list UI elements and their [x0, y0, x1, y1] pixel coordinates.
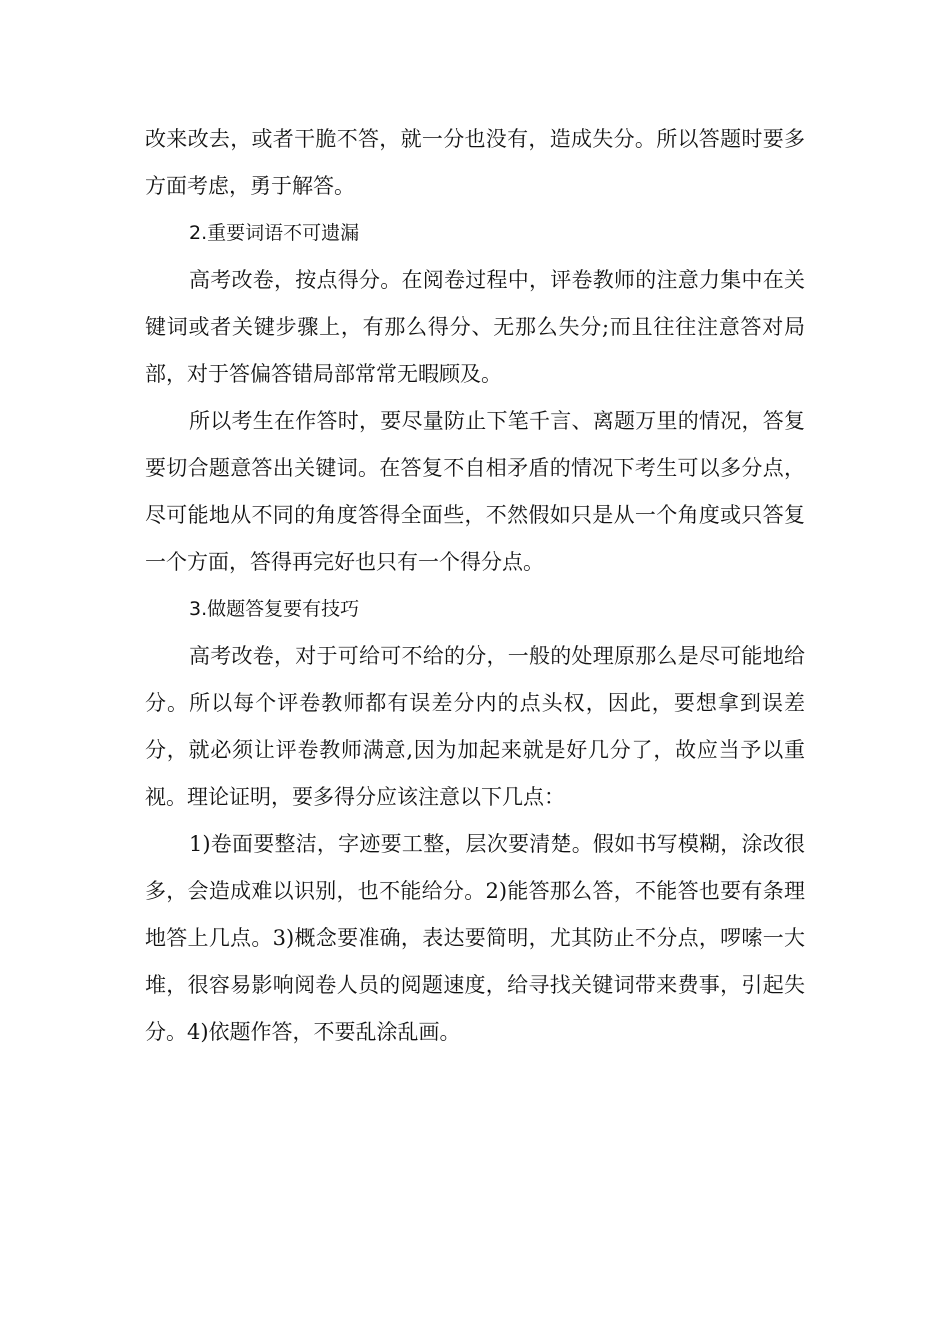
paragraph-grading-by-points: 高考改卷，按点得分。在阅卷过程中，评卷教师的注意力集中在关键词或者关键步骤上，有那么得分、无那么失分;而且往往注意答对局部，对于答偏答错局部常常无暇顾及。: [145, 268, 805, 386]
paragraph-answer-keywords: 所以考生在作答时，要尽量防止下笔千言、离题万里的情况，答复要切合题意答出关键词。在答复不自相矛盾的情况下考生可以多分点，尽可能地从不同的角度答得全面些，不然假如只是从一个角度或只答复一个方面，答得再完好也只有一个得分点。: [145, 409, 805, 574]
section-heading-3: 3.做题答复要有技巧: [189, 598, 360, 620]
document-page: [145, 116, 805, 1056]
paragraph-tips-list: 1)卷面要整洁，字迹要工整，层次要清楚。假如书写模糊，涂改很多，会造成难以识别，也不能给分。2)能答那么答，不能答也要有条理地答上几点。3)概念要准确，表达要简明，尤其防止不分点，啰嗦一大堆，很容易影响阅卷人员的阅题速度，给寻找关键词带来费事，引起失分。4)依题作答，不要乱涂乱画。: [145, 832, 805, 1044]
paragraph-tolerance-points: 高考改卷，对于可给可不给的分，一般的处理原那么是尽可能地给分。所以每个评卷教师都有误差分内的点头权，因此，要想拿到误差分，就必须让评卷教师满意,因为加起来就是好几分了，故应当予以重视。理论证明，要多得分应该注意以下几点：: [145, 644, 805, 809]
paragraph-continuation: 改来改去，或者干脆不答，就一分也没有，造成失分。所以答题时要多方面考虑，勇于解答。: [145, 127, 805, 198]
section-heading-2: 2.重要词语不可遗漏: [189, 222, 360, 244]
